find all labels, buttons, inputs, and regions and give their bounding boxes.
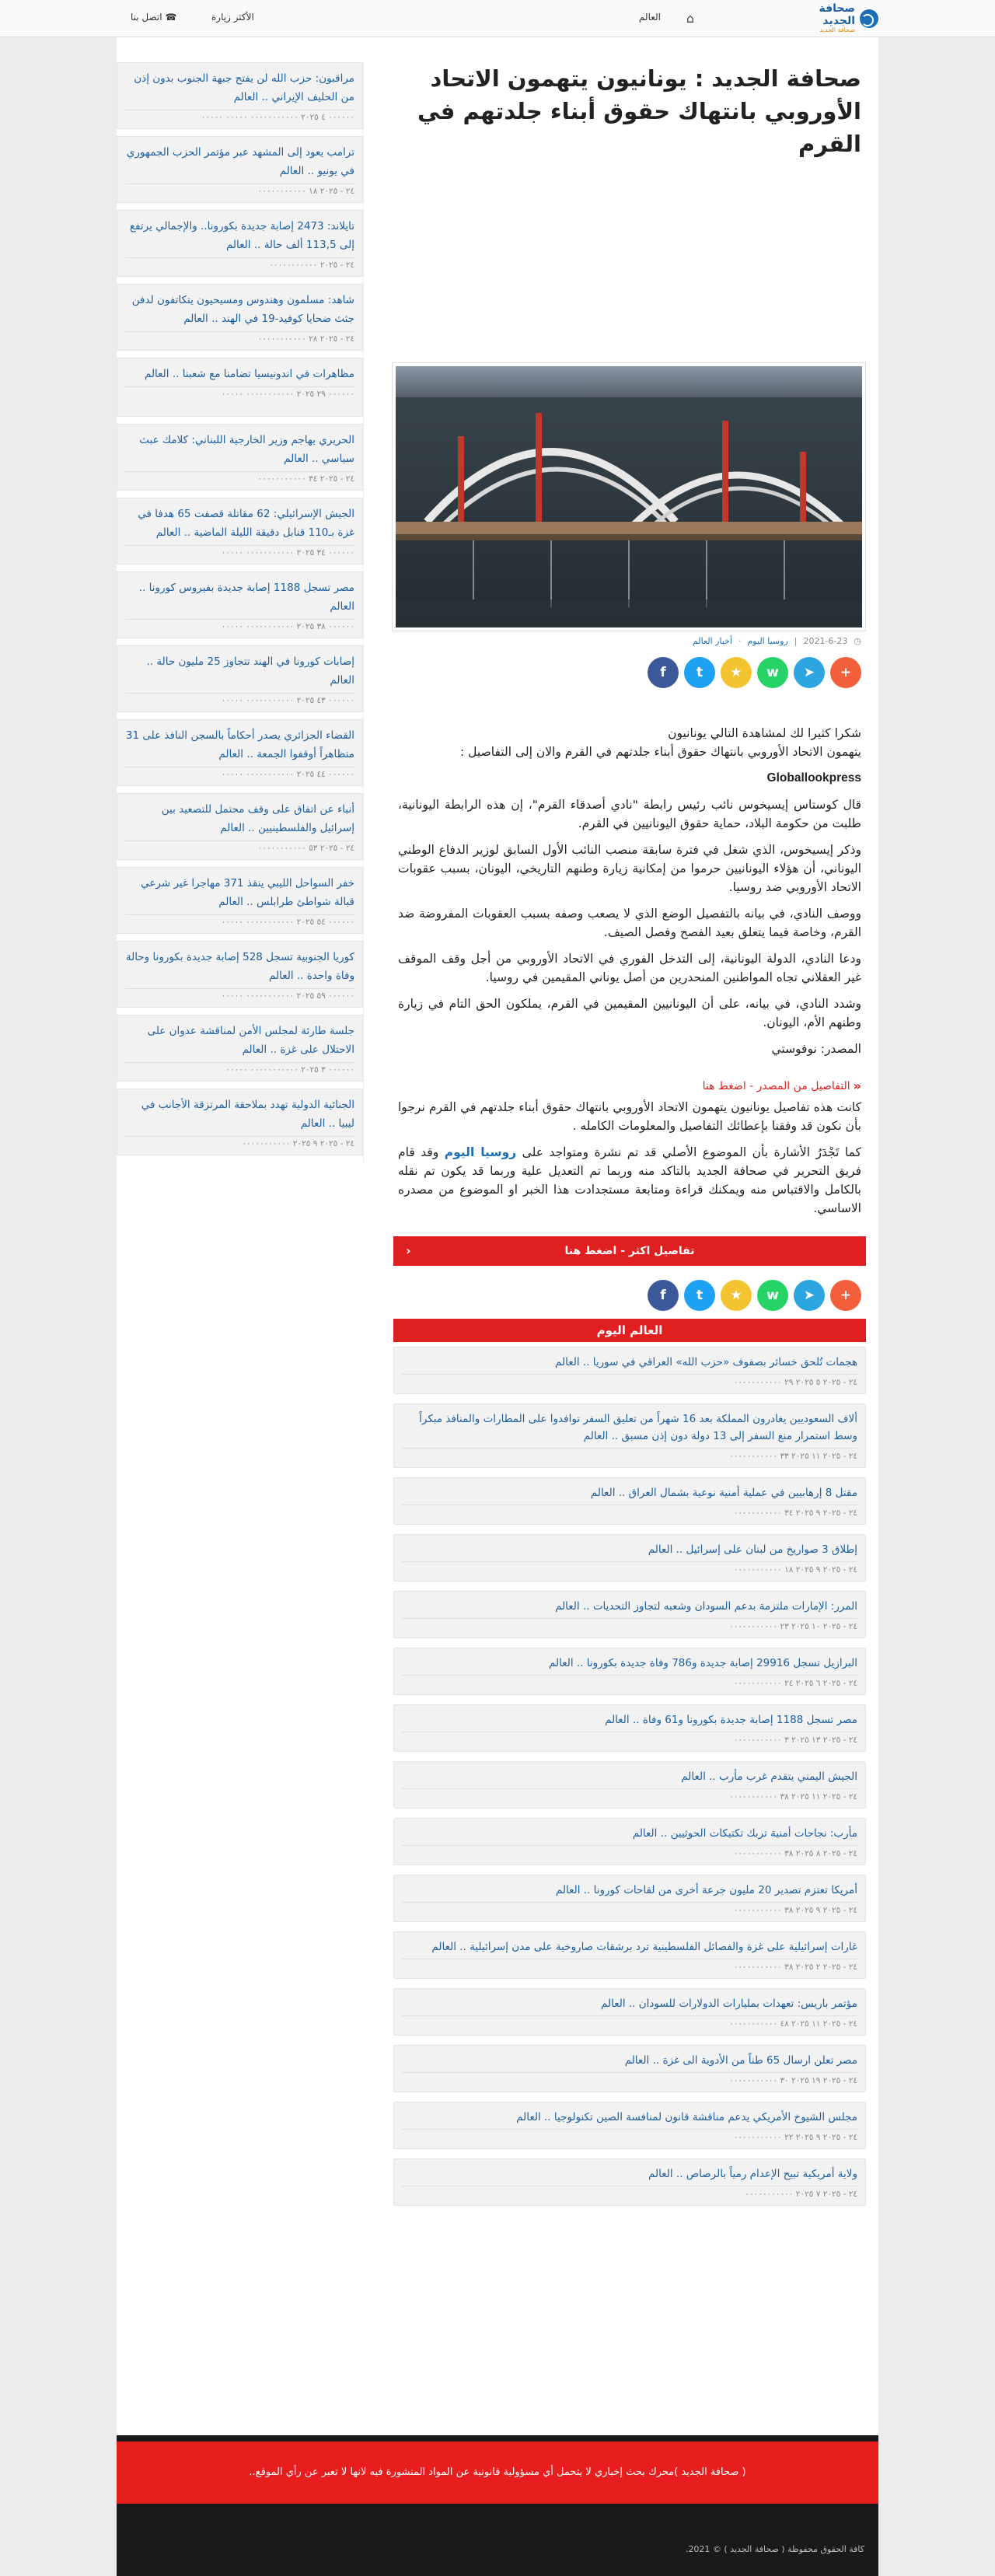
intro-line-1: شكرا كثيرا لك لمشاهدة التالي يونانيون [668, 726, 861, 740]
sidebar-news-item[interactable] [117, 424, 363, 491]
article-body [393, 724, 866, 1058]
world-today-item[interactable] [393, 2158, 866, 2206]
world-today-item[interactable] [393, 1875, 866, 1922]
news-date: ٠٠٠٠٠٠ ٤٣ ٢٠٢٥ ٠٠٠٠٠٠٠٠٠٠٠ ٠٠٠٠٠ [125, 693, 354, 705]
world-today-item[interactable] [393, 1704, 866, 1752]
sidebar-news-item[interactable] [117, 793, 363, 860]
world-today-item[interactable] [393, 1818, 866, 1865]
article-section[interactable]: أخبار العالم [692, 636, 732, 646]
share-bar-top [393, 657, 866, 688]
news-date: ٢٤ - ٢٠٢٥ ١٩ ٢٠٢٥ ٣٠ ٠٠٠٠٠٠٠٠٠٠٠ [402, 2072, 857, 2085]
news-title-link[interactable]: مصر تسجل 1188 إصابة جديدة بفيروس كورونا .. العالم [138, 582, 354, 613]
top-navbar [0, 0, 995, 37]
nav-contact-label: اتصل بنا [131, 12, 162, 23]
sidebar-news-item[interactable] [117, 571, 363, 638]
news-date: ٢٤ - ٢٠٢٥ ١١ ٢٠٢٥ ٣٨ ٠٠٠٠٠٠٠٠٠٠٠ [402, 1788, 857, 1802]
news-title-link[interactable]: هجمات تُلحق خسائر بصفوف «حزب الله» العراقي في سوريا .. العالم [555, 1356, 857, 1368]
news-title-link[interactable]: أنباء عن اتفاق على وقف محتمل للتصعيد بين إسرائيل والفلسطينيين .. العالم [161, 803, 354, 834]
news-title-link[interactable]: مجلس الشيوخ الأمريكي يدعم مناقشة قانون لمنافسة الصين تكنولوجيا .. العالم [516, 2111, 857, 2123]
sidebar-news-item[interactable] [117, 941, 363, 1008]
news-title-link[interactable]: تايلاند: 2473 إصابة جديدة بكورونا.. والإجمالي يرتفع إلى 113,5 ألف حالة .. العالم [129, 220, 354, 251]
news-title-link[interactable]: مأرب: نجاحات أمنية تربك تكتيكات الحوثيين .. العالم [632, 1827, 857, 1840]
share-bar-bottom [393, 1280, 866, 1311]
world-today-item[interactable] [393, 2045, 866, 2092]
article-outro [393, 1098, 866, 1218]
logo-name: صحافة الجديد [819, 2, 855, 27]
news-title-link[interactable]: أمريكا تعتزم تصدير 20 مليون جرعة أخرى من لقاحات كورونا .. العالم [555, 1884, 857, 1896]
news-date: ٢٤ - ٢٠٢٥ ١٣ ٢٠٢٥ ٣ ٠٠٠٠٠٠٠٠٠٠٠ [402, 1732, 857, 1745]
news-date: ٠٠٠٠٠٠ ٥٤ ٢٠٢٥ ٠٠٠٠٠٠٠٠٠٠٠ ٠٠٠٠٠ [125, 914, 354, 927]
telegram-share-icon[interactable]: ➤ [794, 1280, 825, 1311]
news-title-link[interactable]: الجيش اليمني يتقدم غرب مأرب .. العالم [681, 1770, 857, 1783]
news-title-link[interactable]: الجيش الإسرائيلي: 62 مقاتلة قصفت 65 هدفا في غزة بـ110 قنابل دقيقة الليلة الماضية .. العالم [138, 508, 354, 539]
news-title-link[interactable]: مصر تسجل 1188 إصابة جديدة بكورونا و61 وفاة .. العالم [605, 1714, 857, 1726]
sidebar-news-item[interactable] [117, 498, 363, 564]
bridge-photo [396, 366, 862, 627]
news-title-link[interactable]: ولاية أمريكية تبيح الإعدام رمياً بالرصاص .. العالم [648, 2168, 857, 2180]
world-today-item[interactable] [393, 1403, 866, 1468]
sidebar-news-item[interactable] [117, 1015, 363, 1082]
news-date: ٢٤ - ٢٠٢٥ ٥٣ ٠٠٠٠٠٠٠٠٠٠٠ [125, 841, 354, 853]
news-title-link[interactable]: مؤتمر باريس: تعهدات بمليارات الدولارات للسودان .. العالم [601, 1998, 857, 2010]
nav-world[interactable]: العالم [638, 12, 661, 23]
source-link-label: التفاصيل من المصدر - اضغط هنا [702, 1079, 850, 1092]
news-title-link[interactable]: مصر تعلن ارسال 65 طناً من الأدوية الى غزة .. العالم [624, 2054, 857, 2067]
news-date: ٠٠٠٠٠٠ ٣٨ ٢٠٢٥ ٠٠٠٠٠٠٠٠٠٠٠ ٠٠٠٠٠ [125, 619, 354, 631]
article-category[interactable]: روسيا اليوم [747, 636, 788, 646]
news-date: ٢٤ - ٢٠٢٥ ٨ ٢٠٢٥ ٣٨ ٠٠٠٠٠٠٠٠٠٠٠ [402, 1845, 857, 1858]
meta-sep: · [738, 636, 742, 646]
outro-text-b: وقد قام فريق التحرير في صحافة الجديد بالتاكد منه وربما تم التعديل علية وربما قد يكون تم نقله بالكامل والاقتباس منه ويمكنك قراءة ومتابعة مستجدادت هذا الخبر او الموضوع من مصدره الاساسي. [398, 1145, 861, 1215]
news-date: ٠٠٠٠٠٠ ٤٤ ٢٠٢٥ ٠٠٠٠٠٠٠٠٠٠٠ ٠٠٠٠٠ [125, 767, 354, 779]
world-today-item[interactable] [393, 1648, 866, 1695]
world-today-item[interactable] [393, 1477, 866, 1525]
intro-line-2: يتهمون الاتحاد الأوروبي بانتهاك حقوق أبناء جلدتهم في القرم والان إلى التفاصيل : [460, 745, 861, 759]
paragraph-2: وذكر إيسيخوس، الذي شغل في فترة سابقة منصب النائب الأول السابق لوزير الدفاع الوطني اليوناني، أن هؤلاء اليونانيين حرموا من إمكانية زيارة وطنهم التاريخي، اليونان، بسبب عقوبات الاتحاد الأوروبي ضد روسيا. [398, 843, 861, 894]
more-share-icon[interactable]: + [830, 1280, 861, 1311]
news-date: ٢٤ - ٢٠٢٥ ١٨ ٠٠٠٠٠٠٠٠٠٠٠ [125, 184, 354, 196]
more-details-button[interactable] [393, 1236, 866, 1266]
image-credit: Globallookpress [766, 771, 861, 785]
news-date: ٢٤ - ٢٠٢٥ ٩ ٢٠٢٥ ١٨ ٠٠٠٠٠٠٠٠٠٠٠ [402, 1561, 857, 1575]
news-title-link[interactable]: غارات إسرائيلية على غزة والفصائل الفلسطينية ترد برشقات صاروخية على مدن إسرائيلية .. العالم [431, 1941, 857, 1953]
logo-text [785, 3, 855, 34]
news-title-link[interactable]: إصابات كورونا في الهند تتجاوز 25 مليون حالة .. العالم [146, 655, 354, 687]
news-title-link[interactable]: الحريري يهاجم وزير الخارجية اللبناني: كلامك عبث سياسي .. العالم [139, 434, 354, 465]
news-title-link[interactable]: البرازيل تسجل 29916 إصابة جديدة و786 وفاة جديدة بكورونا .. العالم [548, 1657, 857, 1669]
twitter-share-icon[interactable]: t [684, 1280, 715, 1311]
article-date: 2021-6-23 [803, 636, 848, 646]
news-title-link[interactable]: القضاء الجزائري يصدر أحكاماً بالسجن النافذ على 31 متظاهراً أوقفوا الجمعة .. العالم [125, 729, 354, 760]
sidebar-news [117, 62, 364, 1162]
page-wrapper [117, 37, 878, 2435]
news-title-link[interactable]: مظاهرات في اندونيسيا تضامنا مع شعبنا .. العالم [144, 368, 354, 380]
ad-placeholder [393, 160, 866, 362]
outro-paragraph-1: كانت هذه تفاصيل يونانيون يتهمون الاتحاد الأوروبي بانتهاك حقوق أبناء جلدتهم في القرم نرجوا بأن نكون قد وفقنا بإعطائك التفاصيل والمعلومات الكامله . [398, 1100, 861, 1133]
source-site-link[interactable]: روسيا اليوم [444, 1145, 517, 1159]
twitter-share-icon[interactable]: t [684, 657, 715, 688]
article-intro [398, 724, 861, 761]
world-today-item[interactable] [393, 2102, 866, 2149]
sidebar-news-item[interactable] [117, 645, 363, 712]
favorite-star-icon[interactable]: ★ [721, 657, 752, 688]
outro-paragraph-2 [398, 1143, 861, 1218]
news-date: ٠٠٠٠٠٠ ٤ ٢٠٢٥ ٠٠٠٠٠٠٠٠٠٠٠ ٠٠٠٠٠ ٠٠٠٠٠ [125, 110, 354, 122]
world-today-item[interactable] [393, 1931, 866, 1979]
chevron-left-icon: ‹ [406, 1243, 411, 1258]
news-date: ٢٤ - ٢٠٢٥ ٢ ٢٠٢٥ ٣٨ ٠٠٠٠٠٠٠٠٠٠٠ [402, 1959, 857, 1972]
source-details-link[interactable] [398, 1078, 861, 1093]
world-today-item[interactable] [393, 1591, 866, 1638]
home-icon[interactable]: ⌂ [686, 11, 695, 26]
news-date: ٠٠٠٠٠٠ ٣ ٢٠٢٥ ٠٠٠٠٠٠٠٠٠٠٠ ٠٠٠٠٠ [125, 1062, 354, 1075]
double-chevron-icon: « [853, 1078, 861, 1093]
news-title-link[interactable]: شاهد: مسلمون وهندوس ومسيحيون يتكاتفون لدفن جثث ضحايا كوفيد-19 في الهند .. العالم [131, 294, 354, 325]
world-today-item[interactable] [393, 1347, 866, 1394]
paragraph-4: ودعا النادي، الدولة اليونانية، إلى التدخل الفوري في الاتحاد الأوروبي من أجل وقف الموقف غير العقلاني تجاه المواطنين المنحدرين من أصل يوناني المقيمين في روسيا. [398, 952, 861, 984]
news-title-link[interactable]: جلسة طارئة لمجلس الأمن لمناقشة عدوان على الاحتلال على غزة .. العالم [147, 1025, 354, 1056]
news-date: ٢٤ - ٢٠٢٥ ١١ ٢٠٢٥ ٤٨ ٠٠٠٠٠٠٠٠٠٠٠ [402, 2015, 857, 2029]
favorite-star-icon[interactable]: ★ [721, 1280, 752, 1311]
news-date: ٠٠٠٠٠٠ ٥٩ ٢٠٢٥ ٠٠٠٠٠٠٠٠٠٠٠ ٠٠٠٠٠ [125, 988, 354, 1001]
outro-text-a: كما تَجْدَرُ الأشارة بأن الموضوع الأصلي قد تم نشرة ومتواجد على [516, 1145, 861, 1159]
news-date: ٢٤ - ٢٠٢٥ ٥ ٢٠٢٥ ٢٩ ٠٠٠٠٠٠٠٠٠٠٠ [402, 1374, 857, 1387]
news-date: ٠٠٠٠٠٠ ٣٤ ٢٠٢٥ ٠٠٠٠٠٠٠٠٠٠٠ ٠٠٠٠٠ [125, 545, 354, 557]
news-title-link[interactable]: مقتل 8 إرهابيين في عملية أمنية نوعية بشمال العراق .. العالم [590, 1487, 857, 1499]
news-date: ٢٤ - ٢٠٢٥ ٩ ٢٠٢٥ ٣٨ ٠٠٠٠٠٠٠٠٠٠٠ [402, 1902, 857, 1915]
clock-icon: ◷ [854, 636, 861, 646]
sidebar-news-item[interactable] [117, 284, 363, 351]
more-details-label: تفاصيل اكثر - اضغط هنا [564, 1245, 695, 1257]
article-column [381, 37, 878, 2435]
site-logo[interactable] [785, 2, 878, 33]
paragraph-3: ووصف النادي، في بيانه بالتفصيل الوضع الذي لا يصعب وصفه بسبب العقوبات المفروضة ضد القرم، وخاصة فيما يتعلق بعيد الفصح وفصل الصيف. [398, 907, 861, 939]
news-title-link[interactable]: مراقبون: حزب الله لن يفتح جبهة الجنوب بدون إذن من الحليف الإيراني .. العالم [134, 72, 354, 103]
sidebar-news-item[interactable] [117, 1089, 363, 1155]
sidebar-news-item[interactable] [117, 358, 363, 417]
world-today-heading: العالم اليوم [393, 1319, 866, 1342]
news-title-link[interactable]: خفر السواحل الليبي ينقذ 371 مهاجرا غير شرعي قبالة شواطئ طرابلس .. العالم [141, 877, 354, 908]
facebook-share-icon[interactable]: f [648, 1280, 679, 1311]
article-meta [393, 636, 866, 646]
news-date: ٢٤ - ٢٠٢٥ ١٠ ٢٠٢٥ ٢٣ ٠٠٠٠٠٠٠٠٠٠٠ [402, 1618, 857, 1631]
news-date: ٢٤ - ٢٠٢٥ ٦ ٢٠٢٥ ٢٤ ٠٠٠٠٠٠٠٠٠٠٠ [402, 1675, 857, 1688]
facebook-share-icon[interactable]: f [648, 657, 679, 688]
world-today-list [393, 1347, 866, 2206]
phone-icon: ☎ [165, 12, 177, 23]
news-date: ٢٤ - ٢٠٢٥ ٧ ٢٠٢٥ ٠٠٠٠٠٠٠٠٠٠٠ [402, 2186, 857, 2199]
sidebar-news-item[interactable] [117, 136, 363, 203]
news-date: ٢٤ - ٢٠٢٥ ٣٤ ٠٠٠٠٠٠٠٠٠٠٠ [125, 471, 354, 484]
meta-sep: | [794, 636, 798, 646]
news-date: ٢٤ - ٢٠٢٥ ١١ ٢٠٢٥ ٣٣ ٠٠٠٠٠٠٠٠٠٠٠ [402, 1448, 857, 1461]
sidebar-news-item[interactable] [117, 62, 363, 129]
news-date: ٢٤ - ٢٠٢٥ ٢٨ ٠٠٠٠٠٠٠٠٠٠٠ [125, 331, 354, 344]
footer-copyright: كافة الحقوق محفوظة ( صحافة الجديد ) © 2021. [685, 2544, 864, 2554]
paragraph-1: قال كوستاس إيسيخوس نائب رئيس رابطة "نادي أصدقاء القرم"، إن هذه الرابطة اليونانية، طلبت من حكومة البلاد، حماية حقوق اليونانيين في القرم. [398, 798, 861, 830]
news-title-link[interactable]: إطلاق 3 صواريخ من لبنان على إسرائيل .. العالم [648, 1543, 857, 1556]
nav-most-visited[interactable]: الأكثر زيارة [211, 12, 254, 23]
news-title-link[interactable]: ألاف السعوديين يغادرون المملكة بعد 16 شهراً من تعليق السفر توافدوا على المطارات والمنافذ مبكراً وسط استمرار منع السفر إلى 13 دولة دون إذن مسبق .. العالم [419, 1413, 857, 1442]
nav-contact[interactable] [131, 12, 176, 23]
logo-tagline: صحافة الجديد [819, 26, 855, 33]
more-share-icon[interactable]: + [830, 657, 861, 688]
sidebar-news-item[interactable] [117, 210, 363, 277]
telegram-share-icon[interactable]: ➤ [794, 657, 825, 688]
article-hero-image [392, 362, 866, 631]
paragraph-5: وشدد النادي، في بيانه، على أن اليونانيين المقيمين في القرم، يملكون الحق التام في زيارة وطنهم الأم، اليونان. [398, 997, 861, 1029]
world-today-item[interactable] [393, 1534, 866, 1582]
whatsapp-share-icon[interactable]: w [757, 657, 788, 688]
article-title: صحافة الجديد : يونانيون يتهمون الاتحاد الأوروبي بانتهاك حقوق أبناء جلدتهم في القرم [417, 65, 861, 157]
sidebar-news-item[interactable] [117, 867, 363, 934]
news-title-link[interactable]: المرر: الإمارات ملتزمة بدعم السودان وشعبه لتجاوز التحديات .. العالم [555, 1600, 857, 1613]
news-date: ٢٤ - ٢٠٢٥ ٩ ٢٠٢٥ ٢٢ ٠٠٠٠٠٠٠٠٠٠٠ [402, 2129, 857, 2142]
news-title-link[interactable]: الجنائية الدولية تهدد بملاحقة المرتزقة الأجانب في ليبيا .. العالم [141, 1099, 354, 1130]
news-date: ٢٤ - ٢٠٢٥ ٩ ٢٠٢٥ ٣٤ ٠٠٠٠٠٠٠٠٠٠٠ [402, 1505, 857, 1518]
news-date: ٢٤ - ٢٠٢٥ ٠٠٠٠٠٠٠٠٠٠٠ [125, 257, 354, 270]
news-date: ٠٠٠٠٠٠ ٢٩ ٢٠٢٥ ٠٠٠٠٠٠٠٠٠٠٠ ٠٠٠٠٠ [125, 386, 354, 399]
news-date: ٢٤ - ٢٠٢٥ ٩ ٢٠٢٥ ٠٠٠٠٠٠٠٠٠٠٠ [125, 1136, 354, 1148]
news-title-link[interactable]: كوريا الجنوبية تسجل 528 إصابة جديدة بكورونا وحالة وفاة واحدة .. العالم [125, 951, 354, 982]
sidebar-news-item[interactable] [117, 719, 363, 786]
news-title-link[interactable]: ترامب يعود إلى المشهد عبر مؤتمر الحزب الجمهوري في يونيو .. العالم [126, 146, 354, 177]
world-today-item[interactable] [393, 1988, 866, 2036]
footer-disclaimer: ( صحافة الجديد )محرك بحث إخباري لا يتحمل أي مسؤولية قانونية عن المواد المنشورة فيه لانها لا تعبر عن رأي الموقع.. [117, 2441, 878, 2504]
whatsapp-share-icon[interactable]: w [757, 1280, 788, 1311]
article-source: المصدر: نوفوستي [771, 1042, 861, 1056]
logo-icon [860, 9, 878, 28]
world-today-item[interactable] [393, 1761, 866, 1809]
navbar-inner [117, 0, 878, 37]
